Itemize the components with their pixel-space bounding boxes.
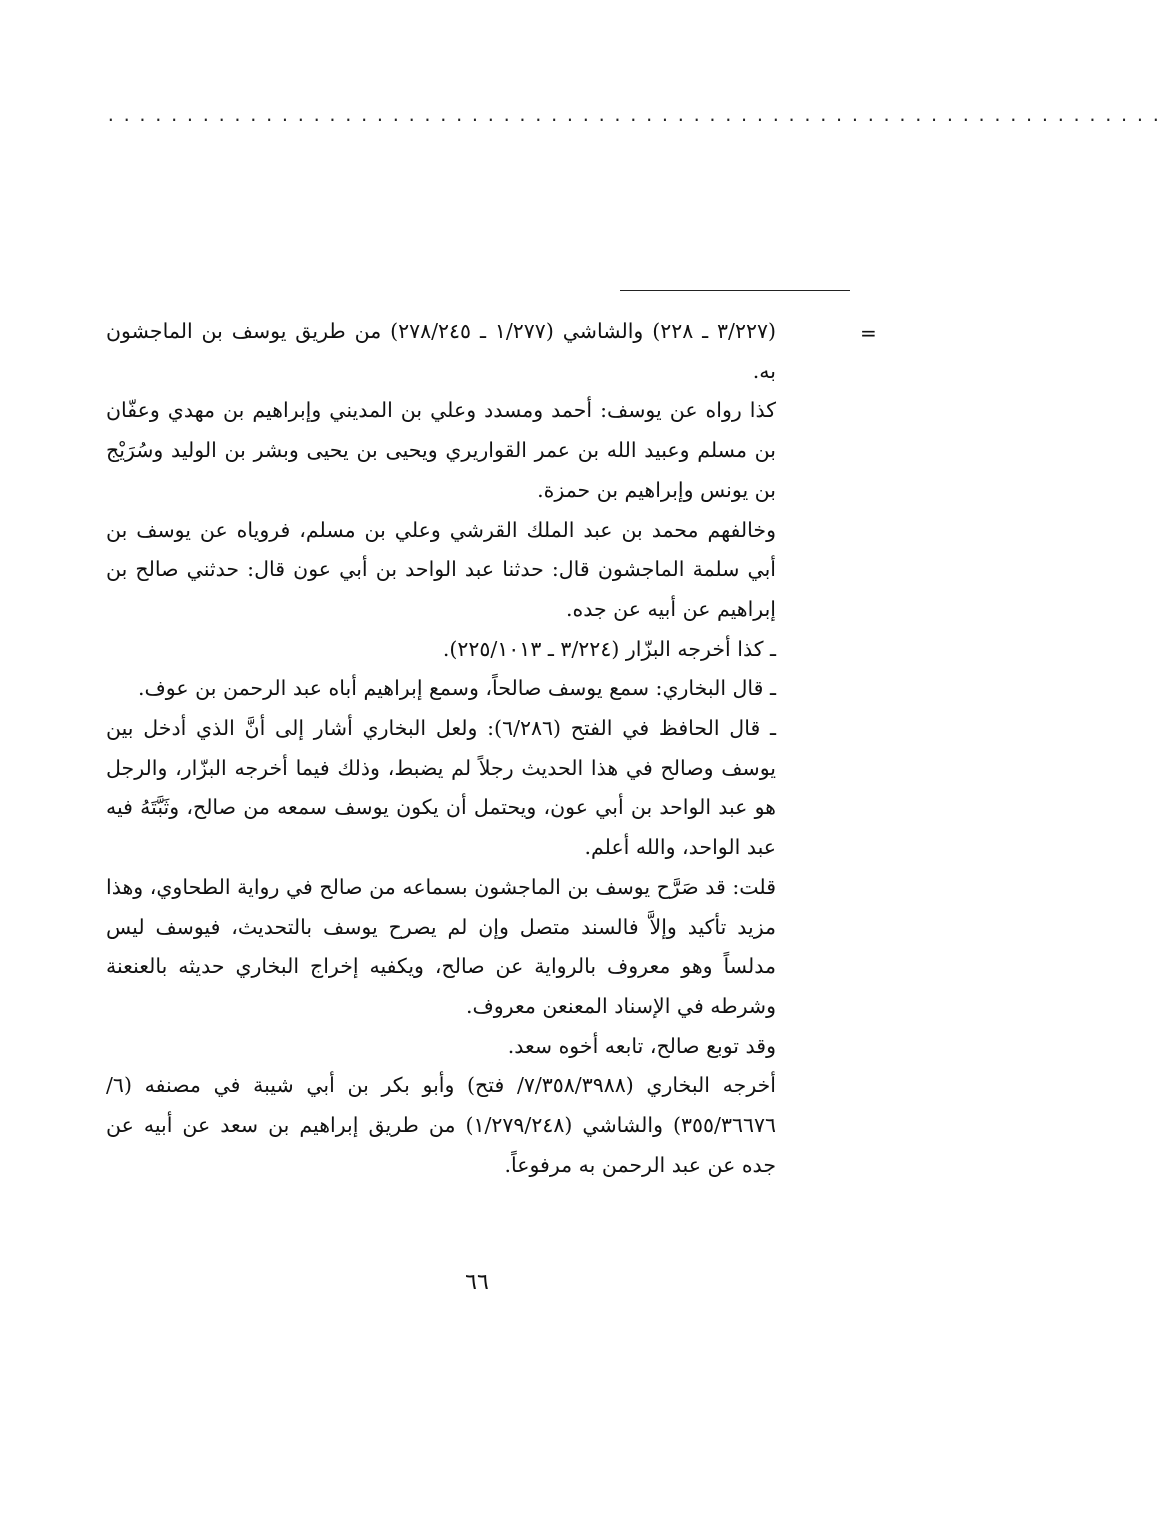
footnote-paragraph: ـ قال الحافظ في الفتح (٦/٢٨٦): ولعل البخاري أشار إلى أنَّ الذي أدخل بين يوسف وصالح في هذا الحديث رجلاً لم يضبط، وذلك فيما أخرجه البزّار، والرجل هو عبد الواحد بن أبي عون، ويحتمل أن يكون يوسف سمعه من صالح، وثَبَّتَهُ فيه عبد الواحد، والله أعلم. (106, 716, 776, 860)
dotted-leader: ................................................................... (106, 106, 1167, 125)
footnote-paragraph: وقد توبع صالح، تابعه أخوه سعد. (507, 1033, 776, 1058)
footnote-paragraph: كذا رواه عن يوسف: أحمد ومسدد وعلي بن المديني وإبراهيم بن مهدي وعفّان بن مسلم وعبيد الله بن عمر القواريري ويحيى بن يحيى وبشر بن الوليد وسُرَيْج بن يونس وإبراهيم بن حمزة. (106, 398, 776, 502)
footnote-paragraph: وخالفهم محمد بن عبد الملك القرشي وعلي بن مسلم، فروياه عن يوسف بن أبي سلمة الماجشون قال: حدثنا عبد الواحد بن أبي عون قال: حدثني صالح بن إبراهيم عن أبيه عن جده. (106, 517, 776, 621)
footnote-paragraph: ـ قال البخاري: سمع يوسف صالحاً، وسمع إبراهيم أباه عبد الرحمن بن عوف. (138, 676, 776, 701)
footnote-paragraph: أخرجه البخاري (٧/٣٥٨/٣٩٨٨/ فتح) وأبو بكر بن أبي شيبة في مصنفه (٦/ ٣٥٥/٣٦٦٧٦) والشاشي (١/٢٧٩/٢٤٨) من طريق إبراهيم بن سعد عن أبيه عن جده عن عبد الرحمن به مرفوعاً. (106, 1073, 776, 1177)
footnote-separator-rule (620, 290, 850, 291)
footnote-paragraph: قلت: قد صَرَّح يوسف بن الماجشون بسماعه من صالح في رواية الطحاوي، وهذا مزيد تأكيد وإلاَّ فالسند متصل وإن لم يصرح يوسف بالتحديث، فيوسف ليس مدلساً وهو معروف بالرواية عن صالح، ويكفيه إخراج البخاري حديثه بالعنعنة وشرطه في الإسناد المعنعن معروف. (106, 874, 776, 1018)
footnote-text (106, 312, 776, 1185)
page-number: ٦٦ (465, 1270, 489, 1295)
footnote-paragraph: ـ كذا أخرجه البزّار (٣/٢٢٤ ـ ٢٢٥/١٠١٣). (442, 636, 776, 661)
footnote-paragraph: (٣/٢٢٧ ـ ٢٢٨) والشاشي (١/٢٧٧ ـ ٢٧٨/٢٤٥) من طريق يوسف بن الماجشون به. (106, 319, 776, 383)
footnote-continuation-mark: = (860, 321, 877, 345)
